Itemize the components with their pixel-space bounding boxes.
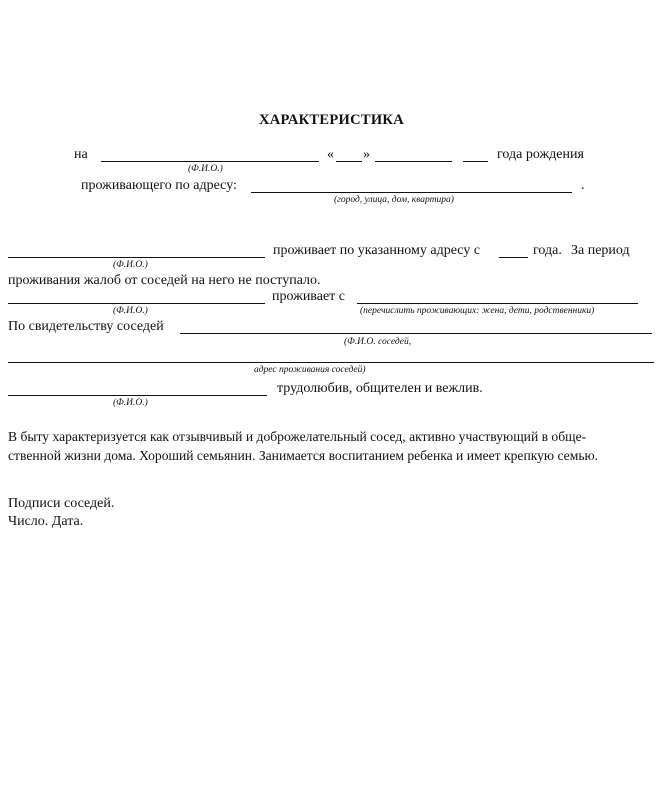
qualities-text: трудолюбив, общителен и вежлив. <box>277 381 483 396</box>
fio-hint-3: (Ф.И.О.) <box>113 398 148 408</box>
fio-line[interactable] <box>101 161 319 162</box>
residents-line[interactable] <box>357 303 638 304</box>
signatures-text: Подписи соседей. <box>8 496 115 511</box>
neighbors-label: По свидетельству соседей <box>8 319 164 334</box>
since-year-line[interactable] <box>499 257 528 258</box>
residents-hint: (перечислить проживающих: жена, дети, родственники) <box>360 306 595 316</box>
na-label: на <box>74 147 88 162</box>
document-title: ХАРАКТЕРИСТИКА <box>259 112 405 128</box>
quote-open: « <box>327 147 334 162</box>
paragraph-line-1: В быту характеризуется как отзывчивый и доброжелательный сосед, активно участвующий в обще- <box>8 429 587 444</box>
birth-month-line[interactable] <box>375 161 452 162</box>
fio-hint-2: (Ф.И.О.) <box>113 306 148 316</box>
birth-year-label: года рождения <box>497 147 584 162</box>
fio-line-1[interactable] <box>8 257 265 258</box>
quote-close: » <box>363 147 370 162</box>
fio-hint: (Ф.И.О.) <box>188 164 223 174</box>
birth-day-line[interactable] <box>336 161 362 162</box>
no-complaints-text: проживания жалоб от соседей на него не поступало. <box>8 273 321 288</box>
neighbors-hint: (Ф.И.О. соседей, <box>344 337 412 347</box>
address-hint: (город, улица, дом, квартира) <box>334 195 454 205</box>
address-label: проживающего по адресу: <box>81 178 237 193</box>
neighbors-address-hint: адрес проживания соседей) <box>254 365 366 375</box>
za-period-label: За период <box>571 243 630 258</box>
lives-with-label: проживает с <box>272 289 345 304</box>
address-end: . <box>581 178 585 193</box>
fio-line-3[interactable] <box>8 395 267 396</box>
lives-at-label: проживает по указанному адресу с <box>273 243 481 258</box>
birth-year-line[interactable] <box>463 161 488 162</box>
paragraph-line-2: ственной жизни дома. Хороший семьянин. Занимается воспитанием ребенка и имеет крепкую семью. <box>8 448 599 463</box>
fio-line-2[interactable] <box>8 303 265 304</box>
neighbors-address-line[interactable] <box>8 362 654 363</box>
date-text: Число. Дата. <box>8 514 84 529</box>
year-period-label: года. <box>533 243 562 258</box>
fio-hint-1: (Ф.И.О.) <box>113 260 148 270</box>
neighbors-line[interactable] <box>180 333 652 334</box>
address-line[interactable] <box>251 192 572 193</box>
